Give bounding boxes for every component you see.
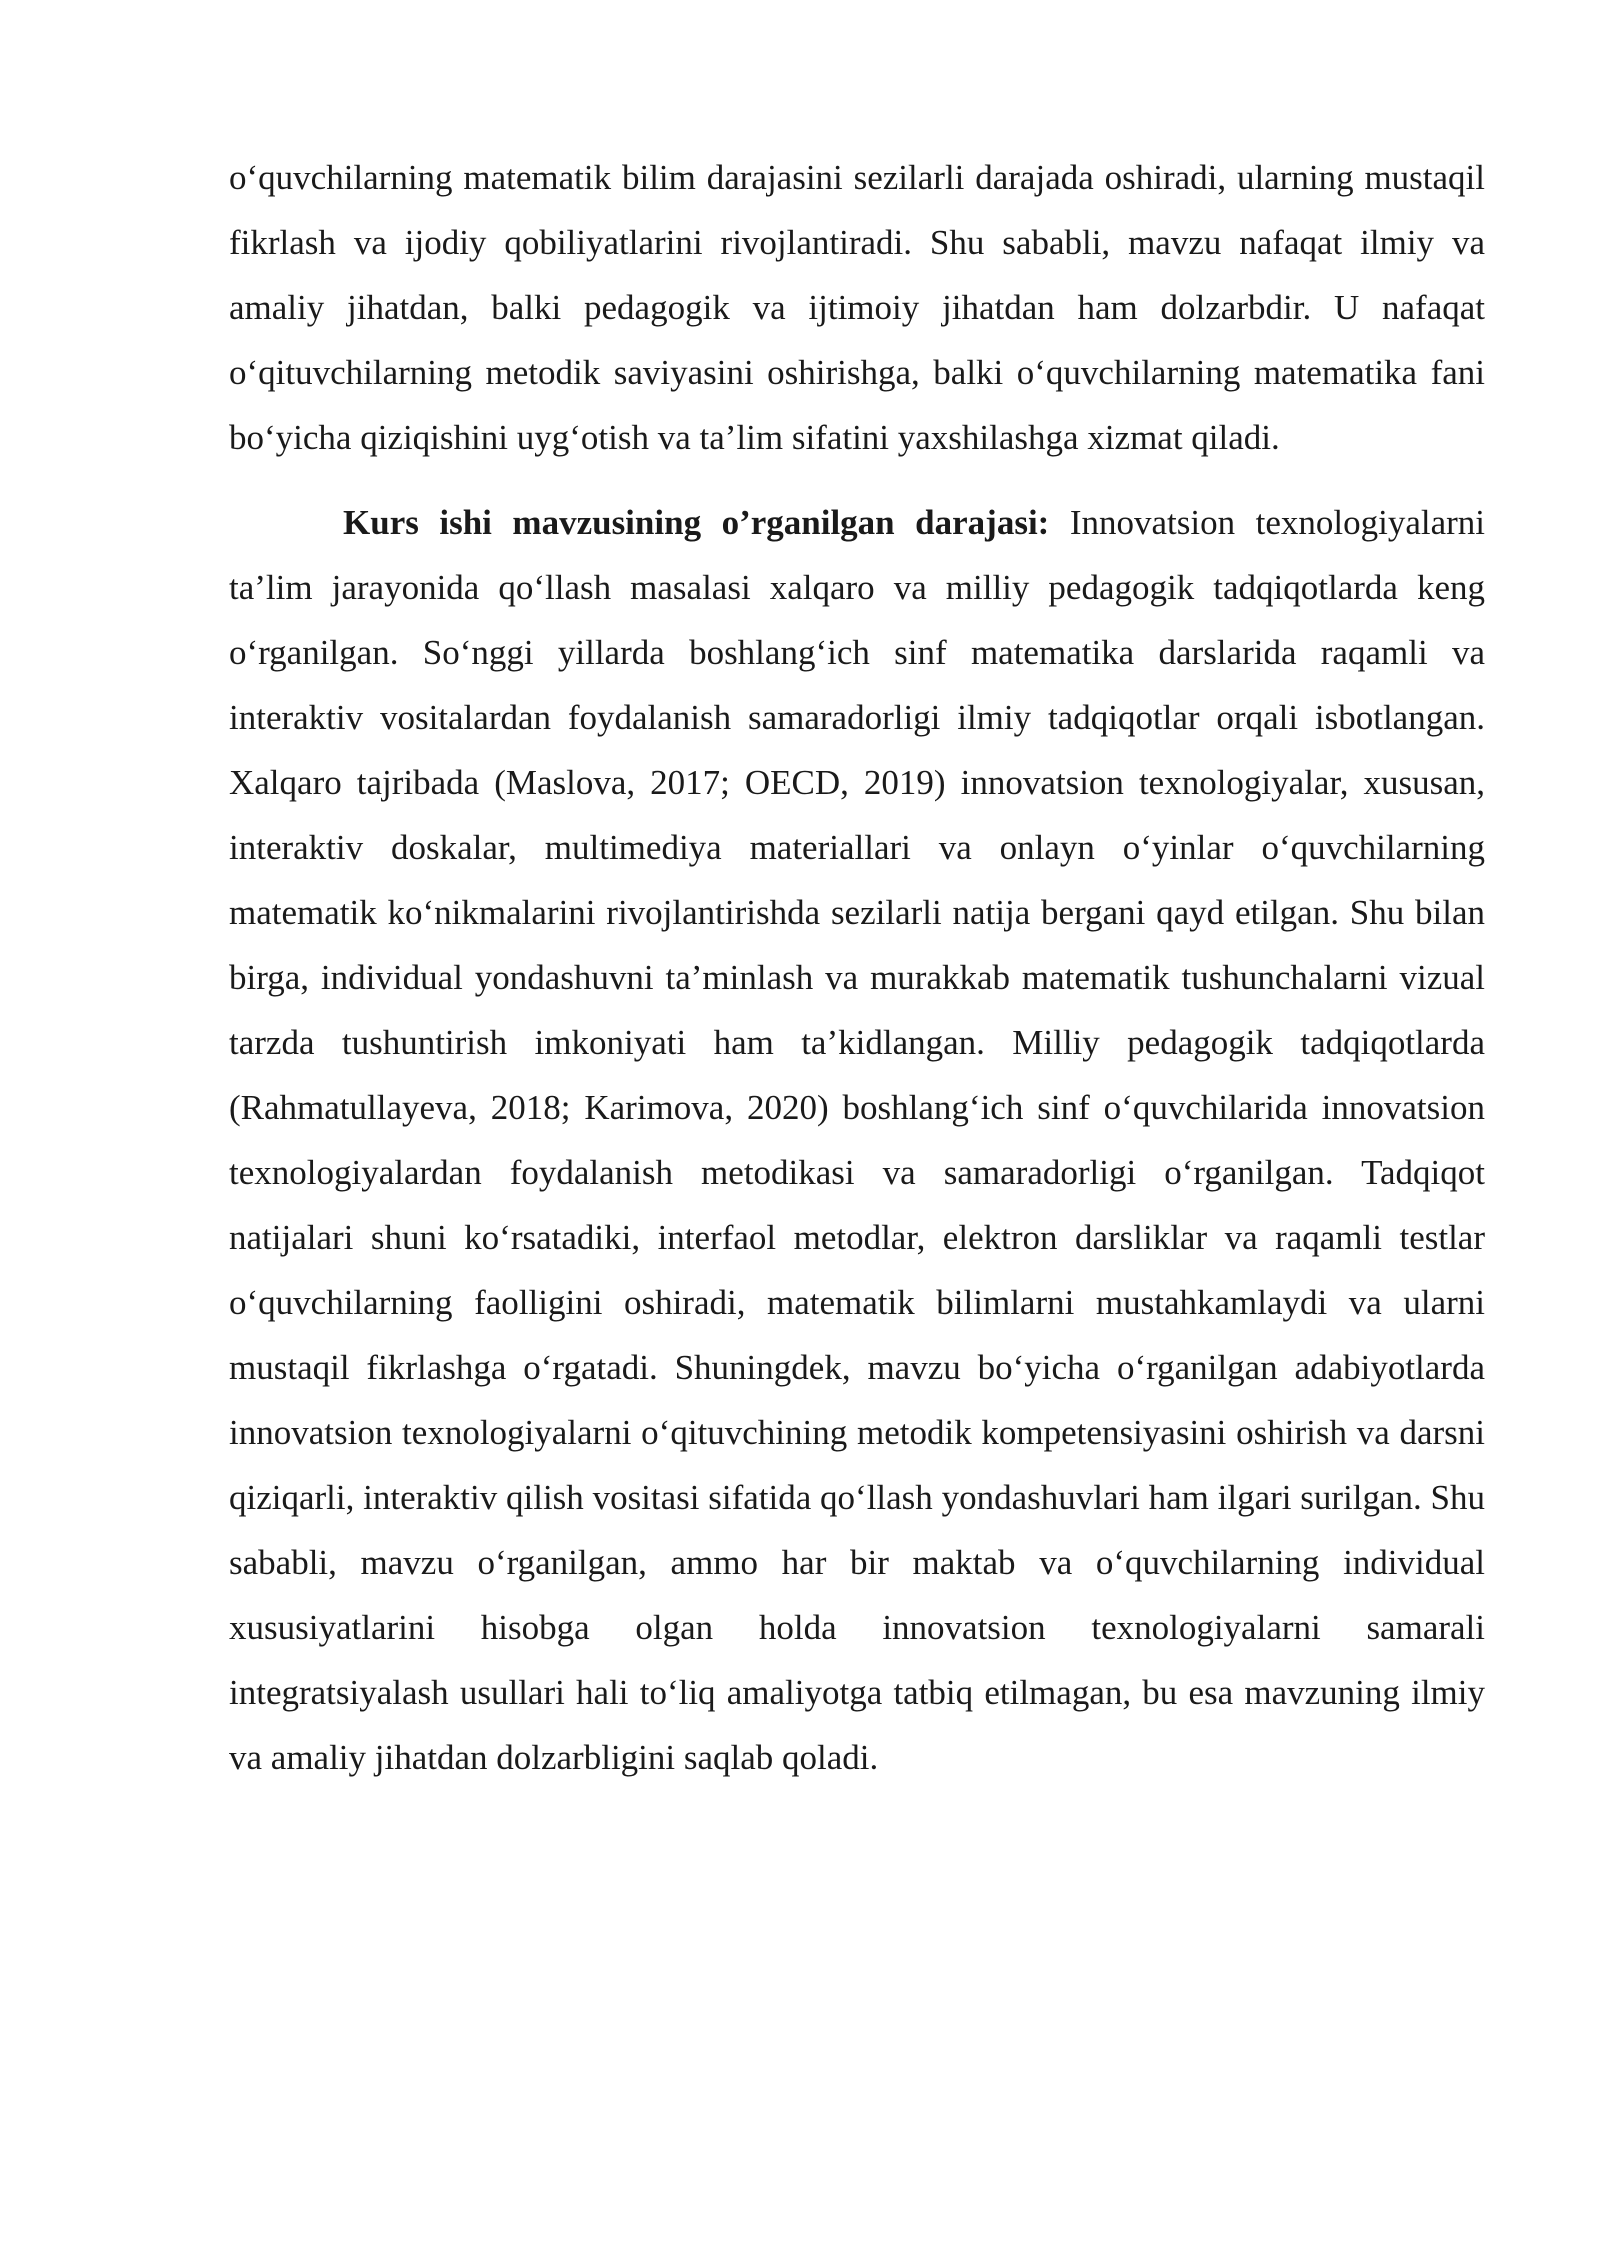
paragraph-body: Innovatsion texnologiyalarni ta’lim jarayonida qo‘llash masalasi xalqaro va milliy pedagogik tadqiqotlarda keng o‘rganilgan. So‘nggi yillarda boshlang‘ich sinf matematika darslarida raqamli va interaktiv vositalardan foydalanish samaradorligi ilmiy tadqiqotlar orqali isbotlangan. Xalqaro tajribada (Maslova, 2017; OECD, 2019) innovatsion texnologiyalar, xususan, interaktiv doskalar, multimediya materiallari va onlayn o‘yinlar o‘quvchilarning matematik ko‘nikmalarini rivojlantirishda sezilarli natija bergani qayd etilgan. Shu bilan birga, individual yondashuvni ta’minlash va murakkab matematik tushunchalarni vizual tarzda tushuntirish imkoniyati ham ta’kidlangan. Milliy pedagogik tadqiqotlarda (Rahmatullayeva, 2018; Karimova, 2020) boshlang‘ich sinf o‘quvchilarida innovatsion texnologiyalardan foydalanish metodikasi va samaradorligi o‘rganilgan. Tadqiqot natijalari shuni ko‘rsatadiki, interfaol metodlar, elektron darsliklar va raqamli testlar o‘quvchilarning faolligini oshiradi, matematik bilimlarni mustahkamlaydi va ularni mustaqil fikrlashga o‘rgatadi. Shuningdek, mavzu bo‘yicha o‘rganilgan adabiyotlarda innovatsion texnologiyalarni o‘qituvchining metodik kompetensiyasini oshirish va darsni qiziqarli, interaktiv qilish vositasi sifatida qo‘llash yondashuvlari ham ilgari surilgan. Shu sababli, mavzu o‘rganilgan, ammo har bir maktab va o‘quvchilarning individual xususiyatlarini hisobga olgan holda innovatsion texnologiyalarni samarali integratsiyalash usullari hali to‘liq amaliyotga tatbiq etilmagan, bu esa mavzuning ilmiy va amaliy jihatdan dolzarbligini saqlab qoladi. [229,503,1485,1777]
paragraph-study-level [229,490,1485,1790]
document-body [229,145,1485,1790]
paragraph-heading: Kurs ishi mavzusining o’rganilgan darajasi: [343,503,1050,542]
paragraph-intro: o‘quvchilarning matematik bilim darajasini sezilarli darajada oshiradi, ularning mustaqil fikrlash va ijodiy qobiliyatlarini rivojlantiradi. Shu sababli, mavzu nafaqat ilmiy va amaliy jihatdan, balki pedagogik va ijtimoiy jihatdan ham dolzarbdir. U nafaqat o‘qituvchilarning metodik saviyasini oshirishga, balki o‘quvchilarning matematika fani bo‘yicha qiziqishini uyg‘otish va ta’lim sifatini yaxshilashga xizmat qiladi. [229,158,1485,457]
